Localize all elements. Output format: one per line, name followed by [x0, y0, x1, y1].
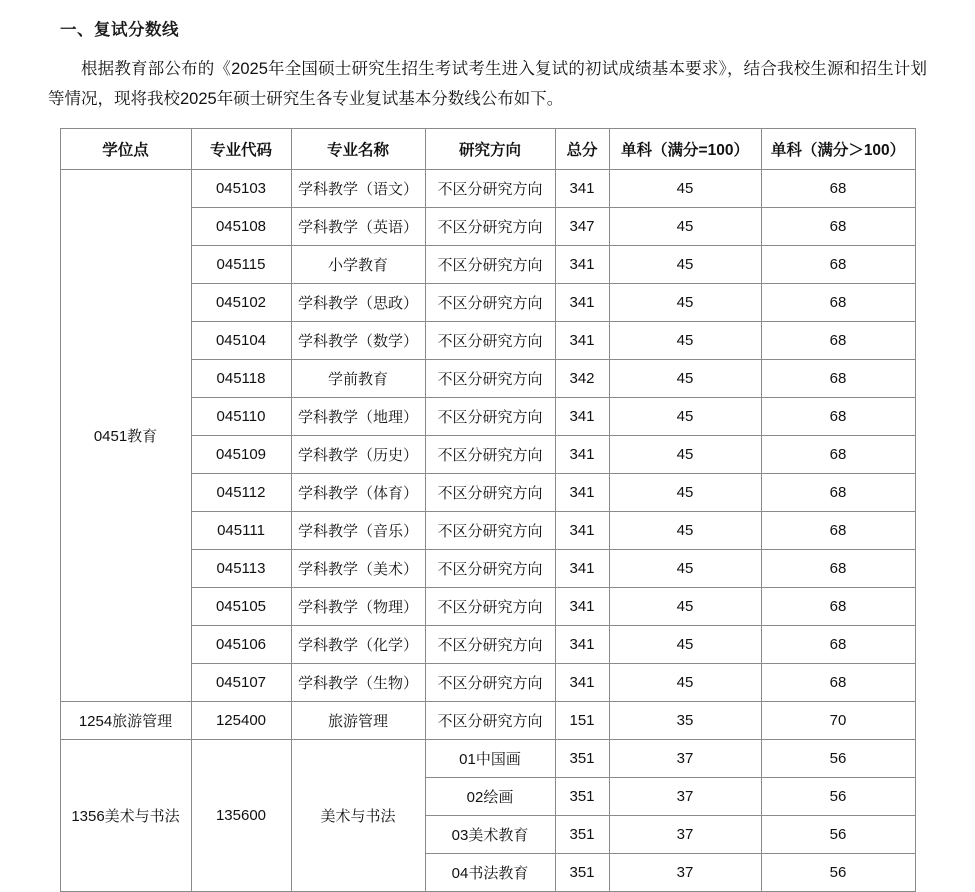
cell-research-direction: 不区分研究方向 — [425, 398, 555, 436]
page-title: 一、复试分数线 — [60, 21, 179, 39]
cell-major-code: 045109 — [191, 436, 291, 474]
cell-total-score: 151 — [555, 702, 609, 740]
cell-subject-gt100: 68 — [761, 322, 915, 360]
cell-total-score: 351 — [555, 740, 609, 778]
cell-subject-gt100: 56 — [761, 816, 915, 854]
cell-subject-gt100: 70 — [761, 702, 915, 740]
cell-subject-gt100: 68 — [761, 398, 915, 436]
cell-subject-gt100: 68 — [761, 208, 915, 246]
cell-subject-gt100: 56 — [761, 740, 915, 778]
cell-total-score: 341 — [555, 398, 609, 436]
cell-research-direction: 不区分研究方向 — [425, 360, 555, 398]
cell-research-direction: 不区分研究方向 — [425, 664, 555, 702]
cell-subject-gt100: 56 — [761, 778, 915, 816]
cell-subject-100: 37 — [609, 816, 761, 854]
cell-total-score: 341 — [555, 170, 609, 208]
intro-paragraph: 根据教育部公布的《2025年全国硕士研究生招生考试考生进入复试的初试成绩基本要求》，结合我校生源和招生计划等情况，现将我校2025年硕士研究生各专业复试基本分数线公布如下。 — [48, 60, 927, 108]
cell-major-name: 学科教学（地理） — [291, 398, 425, 436]
cell-major-name: 旅游管理 — [291, 702, 425, 740]
cell-subject-gt100: 68 — [761, 474, 915, 512]
cell-research-direction: 不区分研究方向 — [425, 550, 555, 588]
cell-research-direction: 03美术教育 — [425, 816, 555, 854]
cell-subject-100: 37 — [609, 854, 761, 892]
cell-subject-100: 45 — [609, 246, 761, 284]
table-row — [60, 170, 915, 208]
cell-major-code: 125400 — [191, 702, 291, 740]
cell-subject-gt100: 68 — [761, 626, 915, 664]
cell-subject-100: 45 — [609, 664, 761, 702]
cell-research-direction: 不区分研究方向 — [425, 626, 555, 664]
cell-subject-100: 45 — [609, 474, 761, 512]
cell-major-code: 045104 — [191, 322, 291, 360]
score-table — [60, 128, 916, 892]
table-header-row — [60, 129, 915, 170]
cell-major-code: 045111 — [191, 512, 291, 550]
cell-total-score: 341 — [555, 474, 609, 512]
cell-major-code: 045110 — [191, 398, 291, 436]
cell-subject-100: 45 — [609, 550, 761, 588]
cell-degree-point: 1356美术与书法 — [60, 740, 191, 892]
cell-major-name: 学科教学（语文） — [291, 170, 425, 208]
cell-major-code: 045113 — [191, 550, 291, 588]
table-row — [60, 740, 915, 778]
cell-subject-gt100: 68 — [761, 170, 915, 208]
cell-research-direction: 不区分研究方向 — [425, 208, 555, 246]
cell-subject-100: 45 — [609, 284, 761, 322]
cell-subject-gt100: 68 — [761, 512, 915, 550]
cell-total-score: 351 — [555, 816, 609, 854]
header-major-name: 专业名称 — [291, 129, 425, 170]
cell-major-name: 学科教学（体育） — [291, 474, 425, 512]
cell-total-score: 341 — [555, 626, 609, 664]
cell-total-score: 347 — [555, 208, 609, 246]
cell-subject-gt100: 68 — [761, 284, 915, 322]
cell-major-code: 045106 — [191, 626, 291, 664]
cell-subject-100: 45 — [609, 360, 761, 398]
cell-major-code: 045108 — [191, 208, 291, 246]
header-subject-gt100: 单科（满分＞100） — [761, 129, 915, 170]
cell-major-code: 045102 — [191, 284, 291, 322]
cell-subject-100: 45 — [609, 626, 761, 664]
cell-major-code: 045118 — [191, 360, 291, 398]
header-total-score: 总分 — [555, 129, 609, 170]
cell-total-score: 341 — [555, 588, 609, 626]
cell-total-score: 351 — [555, 854, 609, 892]
cell-total-score: 342 — [555, 360, 609, 398]
cell-major-name: 学科教学（数学） — [291, 322, 425, 360]
header-major-code: 专业代码 — [191, 129, 291, 170]
cell-research-direction: 不区分研究方向 — [425, 322, 555, 360]
cell-subject-100: 35 — [609, 702, 761, 740]
cell-research-direction: 不区分研究方向 — [425, 170, 555, 208]
cell-subject-gt100: 68 — [761, 664, 915, 702]
header-subject-100: 单科（满分=100） — [609, 129, 761, 170]
cell-degree-point: 1254旅游管理 — [60, 702, 191, 740]
cell-total-score: 341 — [555, 284, 609, 322]
cell-major-name: 学前教育 — [291, 360, 425, 398]
cell-total-score: 341 — [555, 322, 609, 360]
cell-major-code: 045107 — [191, 664, 291, 702]
cell-research-direction: 不区分研究方向 — [425, 246, 555, 284]
cell-research-direction: 不区分研究方向 — [425, 588, 555, 626]
cell-major-name: 学科教学（生物） — [291, 664, 425, 702]
cell-total-score: 341 — [555, 246, 609, 284]
cell-major-code: 135600 — [191, 740, 291, 892]
cell-total-score: 341 — [555, 550, 609, 588]
cell-subject-gt100: 68 — [761, 588, 915, 626]
cell-subject-100: 45 — [609, 512, 761, 550]
cell-subject-100: 45 — [609, 170, 761, 208]
cell-subject-gt100: 68 — [761, 550, 915, 588]
cell-total-score: 351 — [555, 778, 609, 816]
cell-major-name: 小学教育 — [291, 246, 425, 284]
cell-research-direction: 不区分研究方向 — [425, 284, 555, 322]
cell-research-direction: 不区分研究方向 — [425, 436, 555, 474]
cell-subject-100: 45 — [609, 436, 761, 474]
cell-major-name: 学科教学（英语） — [291, 208, 425, 246]
cell-subject-100: 37 — [609, 740, 761, 778]
cell-major-name: 学科教学（化学） — [291, 626, 425, 664]
cell-major-name: 学科教学（物理） — [291, 588, 425, 626]
cell-major-code: 045105 — [191, 588, 291, 626]
cell-major-code: 045115 — [191, 246, 291, 284]
cell-major-name: 美术与书法 — [291, 740, 425, 892]
cell-subject-100: 45 — [609, 588, 761, 626]
cell-research-direction: 04书法教育 — [425, 854, 555, 892]
table-header — [60, 129, 915, 170]
cell-subject-100: 45 — [609, 322, 761, 360]
cell-total-score: 341 — [555, 512, 609, 550]
table-body — [60, 170, 915, 892]
cell-major-code: 045112 — [191, 474, 291, 512]
cell-total-score: 341 — [555, 664, 609, 702]
cell-subject-100: 37 — [609, 778, 761, 816]
cell-total-score: 341 — [555, 436, 609, 474]
cell-research-direction: 不区分研究方向 — [425, 474, 555, 512]
cell-research-direction: 01中国画 — [425, 740, 555, 778]
cell-major-name: 学科教学（思政） — [291, 284, 425, 322]
cell-subject-100: 45 — [609, 398, 761, 436]
cell-subject-gt100: 56 — [761, 854, 915, 892]
cell-research-direction: 02绘画 — [425, 778, 555, 816]
table-row — [60, 702, 915, 740]
cell-research-direction: 不区分研究方向 — [425, 512, 555, 550]
cell-major-name: 学科教学（音乐） — [291, 512, 425, 550]
cell-subject-gt100: 68 — [761, 360, 915, 398]
cell-degree-point: 0451教育 — [60, 170, 191, 702]
cell-major-name: 学科教学（美术） — [291, 550, 425, 588]
cell-subject-100: 45 — [609, 208, 761, 246]
header-degree: 学位点 — [60, 129, 191, 170]
cell-subject-gt100: 68 — [761, 246, 915, 284]
cell-subject-gt100: 68 — [761, 436, 915, 474]
cell-major-name: 学科教学（历史） — [291, 436, 425, 474]
cell-research-direction: 不区分研究方向 — [425, 702, 555, 740]
header-research-direction: 研究方向 — [425, 129, 555, 170]
cell-major-code: 045103 — [191, 170, 291, 208]
